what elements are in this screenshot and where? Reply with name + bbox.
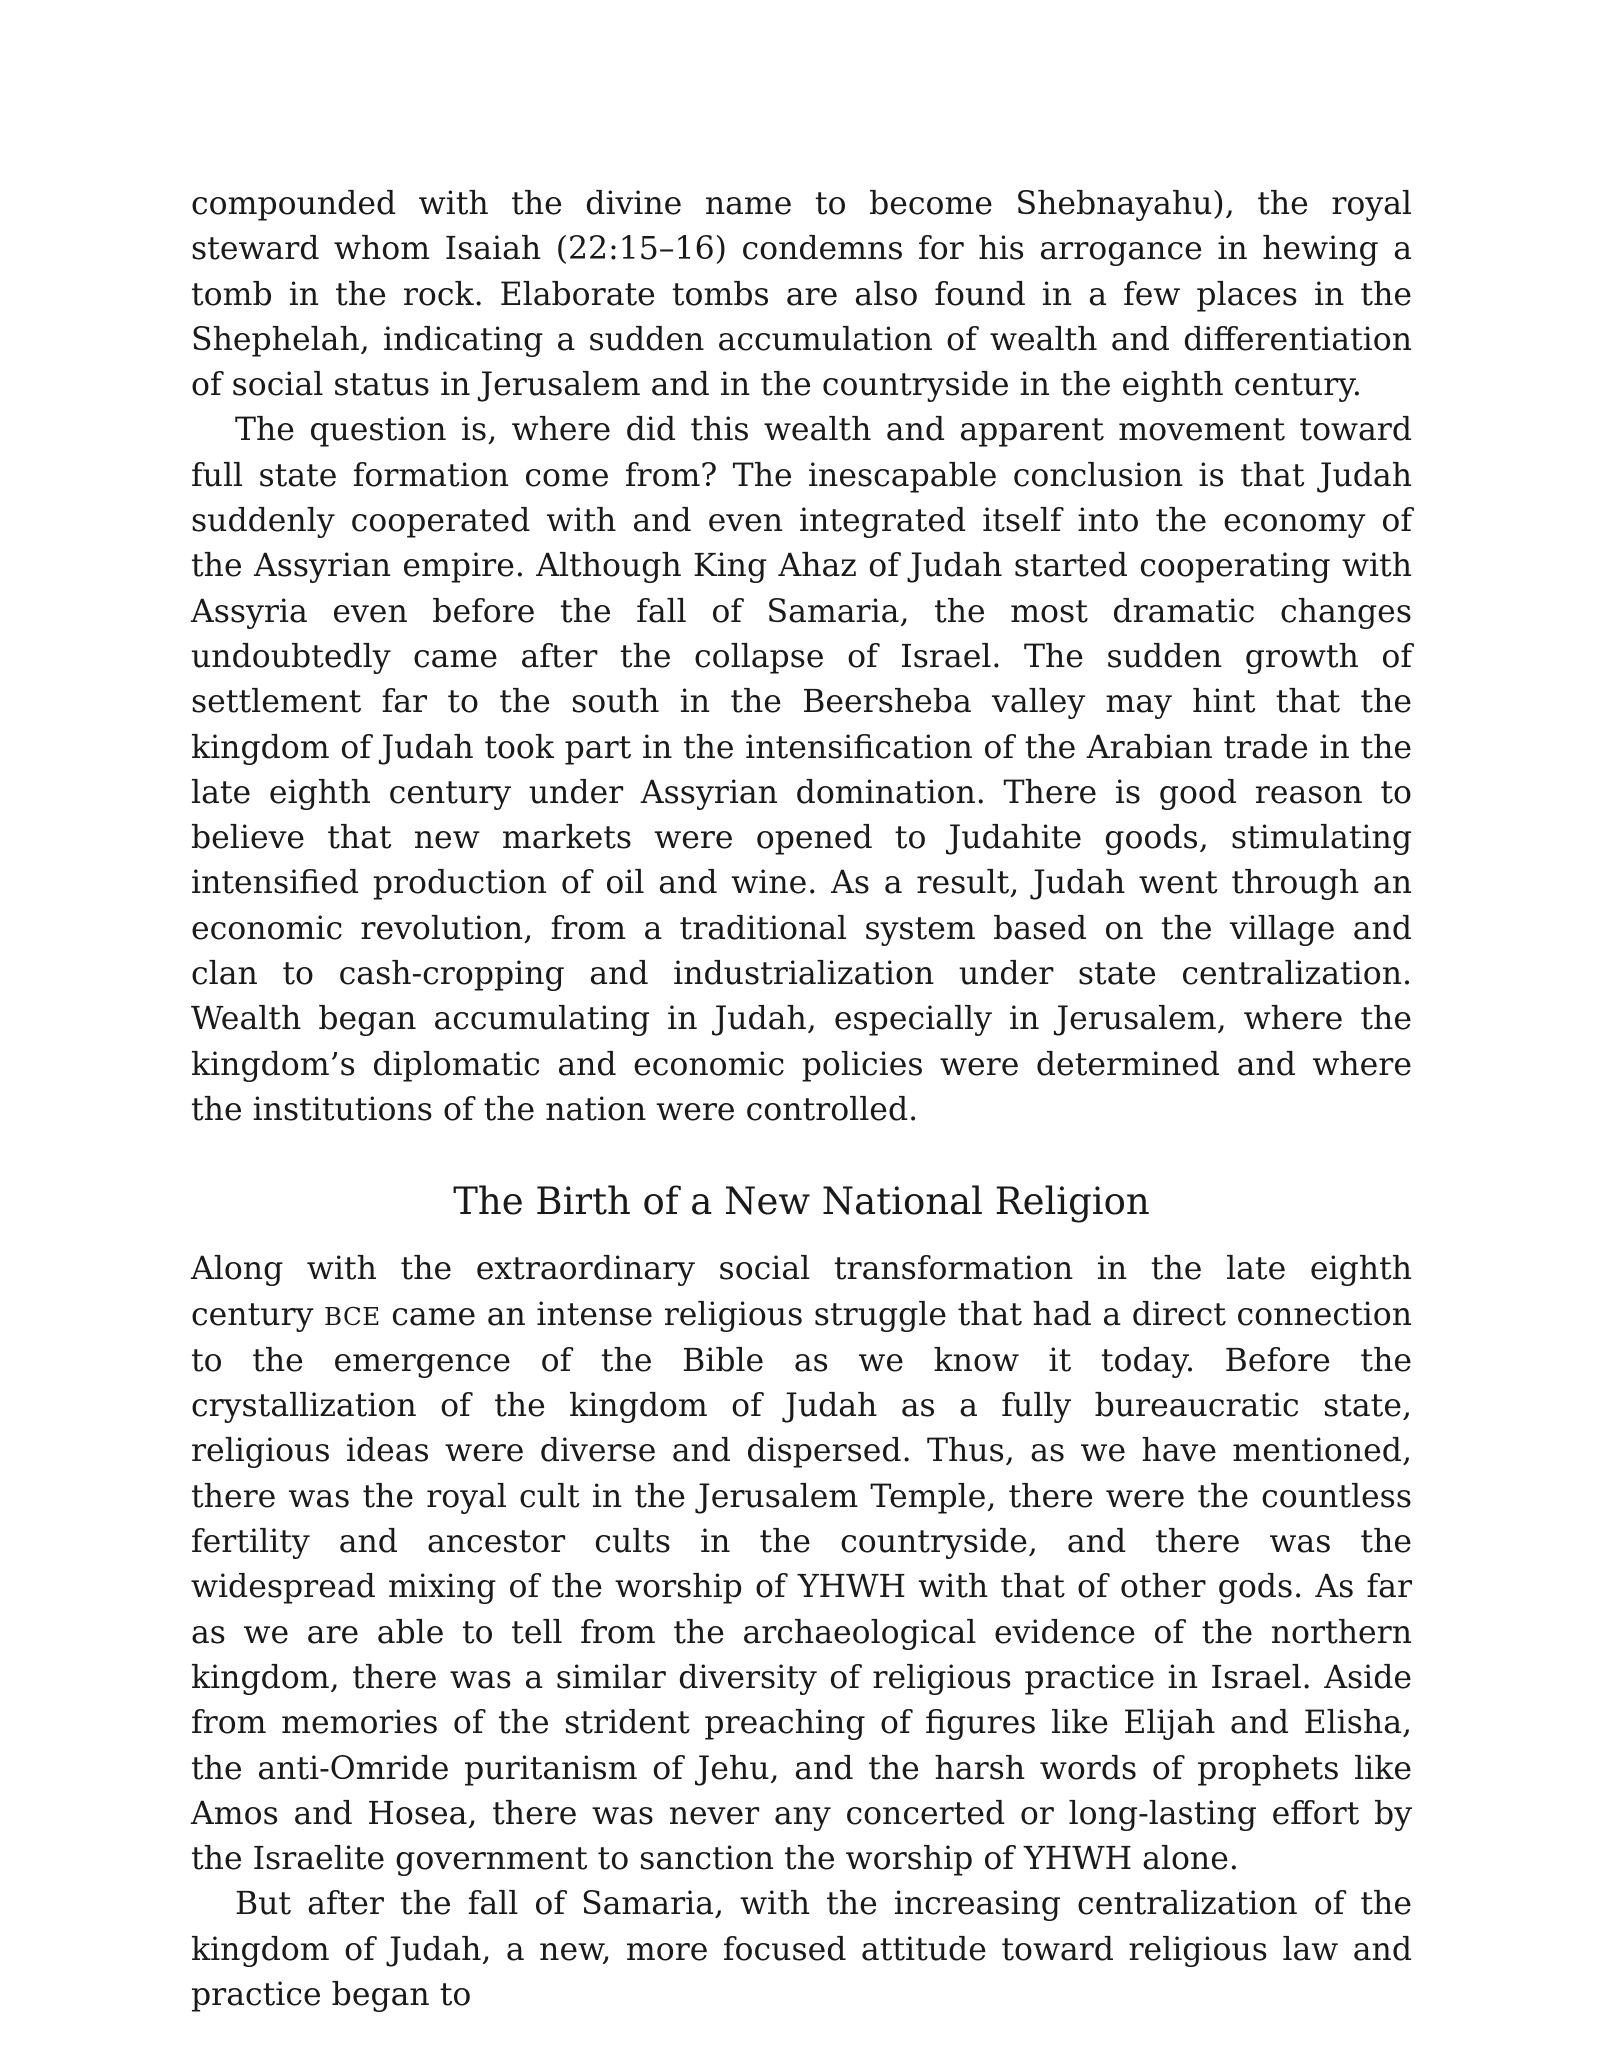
paragraph-wealth-question: The question is, where did this wealth and apparent movement toward full state formation come from? The inescapable conclusion is that Judah suddenly cooperated with and even integrated itself into the economy of the Assyrian empire. Although King Ahaz of Judah started cooperating with Assyria even before the fall of Samaria, the most dramatic changes undoubtedly came after the collapse of Israel. The sudden growth of settlement far to the south in the Beersheba valley may hint that the kingdom of Judah took part in the intensification of the Arabian trade in the late eighth century under Assyrian domination. There is good reason to believe that new markets were opened to Judahite goods, stimulating intensified production of oil and wine. As a result, Judah went through an economic revolution, from a traditional system based on the village and clan to cash-cropping and industrialization under state centralization. Wealth began accumulating in Judah, especially in Jerusalem, where the kingdom’s diplomatic and economic policies were determined and where the institutions of the nation were controlled.: [191, 412, 1412, 1128]
bce-abbreviation: BCE: [323, 1301, 381, 1331]
section-heading: The Birth of a New National Religion: [453, 1180, 1150, 1224]
paragraph-shebnayahu: compounded with the divine name to become Shebnayahu), the royal steward whom Isaiah (22:15–16) condemns for his arrogance in hewing a tomb in the rock. Elaborate tombs are also found in a few places in the Shephelah, indicating a sudden accumulation of wealth and differentiation of social status in Jerusalem and in the countryside in the eighth century.: [191, 186, 1412, 404]
paragraph-after-samaria: But after the fall of Samaria, with the increasing centralization of the kingdom of Judah, a new, more focused attitude toward religious law and practice began to: [191, 1886, 1412, 2013]
page-body: [191, 182, 1412, 2018]
paragraph-religious-struggle-start: Along with the extraordinary social transformation in the late eighth century: [191, 1251, 1412, 1333]
paragraph-religious-struggle-rest: came an intense religious struggle that had a direct connection to the emergence of the Bible as we know it today. Before the crystallization of the kingdom of Judah as a fully bureaucratic state, religious ideas were diverse and dispersed. Thus, as we have mentioned, there was the royal cult in the Jerusalem Temple, there were the countless fertility and ancestor cults in the countryside, and there was the widespread mixing of the worship of YHWH with that of other gods. As far as we are able to tell from the archaeological evidence of the northern kingdom, there was a similar diversity of religious practice in Israel. Aside from memories of the strident preaching of figures like Elijah and Elisha, the anti-Omride puritanism of Jehu, and the harsh words of prophets like Amos and Hosea, there was never any concerted or long-lasting effort by the Israelite government to sanction the worship of YHWH alone.: [191, 1296, 1412, 1878]
paragraph-religious-struggle: [191, 1247, 1412, 1882]
